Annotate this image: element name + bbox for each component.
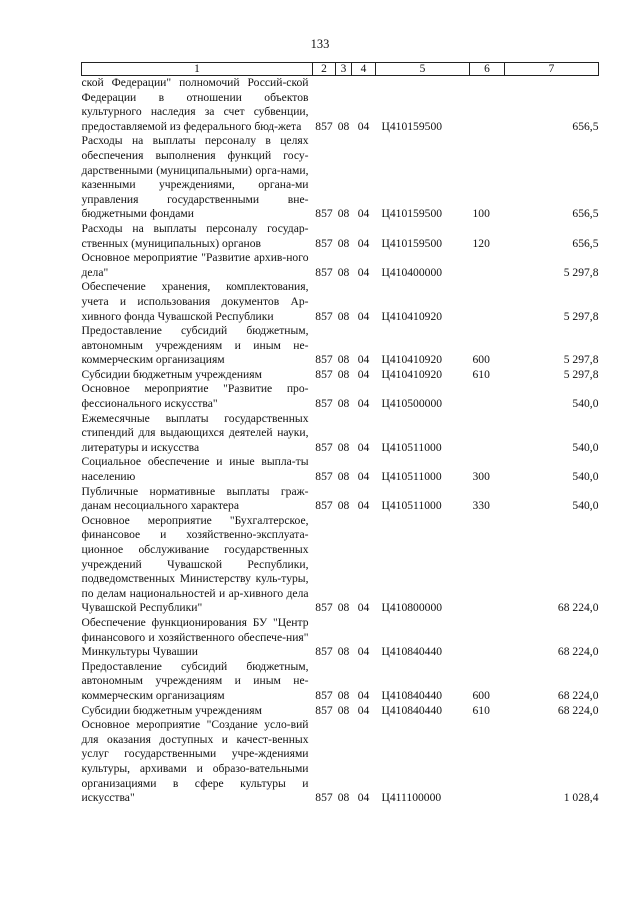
row-name: Социальное обеспечение и иные выпла-ты населению bbox=[81, 455, 309, 484]
header-cell: 2 bbox=[313, 63, 336, 76]
row-ministry-code: 857 bbox=[315, 265, 333, 279]
row-subsection-code: 04 bbox=[357, 397, 370, 411]
row-target-article: Ц410511000 bbox=[381, 499, 442, 513]
row-target-article: Ц410159500 bbox=[381, 207, 443, 221]
row-ministry-code: 857 bbox=[315, 470, 333, 484]
row-ministry-code: 857 bbox=[315, 440, 333, 454]
row-name: Расходы на выплаты персоналу в целях обеспечения выполнения функций госу-дарственными (муниципальными) орга-нами, казенными учреждениями, органа-ми управления государственными вне-бюджетными фондами bbox=[81, 134, 309, 221]
table-row bbox=[82, 718, 599, 806]
row-target-article: Ц410511000 bbox=[381, 440, 442, 454]
row-amount: 1 028,4 bbox=[563, 791, 599, 805]
table-row bbox=[82, 514, 599, 616]
row-target-article: Ц410159500 bbox=[381, 119, 443, 133]
row-expense-type bbox=[470, 718, 505, 806]
row-section-code: 08 bbox=[337, 440, 350, 454]
table-row bbox=[82, 704, 599, 719]
table-row bbox=[82, 616, 599, 660]
row-subsection-code: 04 bbox=[357, 440, 370, 454]
row-ministry-code: 857 bbox=[315, 119, 333, 133]
row-section-code: 08 bbox=[337, 645, 350, 659]
table-row bbox=[82, 134, 599, 222]
row-subsection-code: 04 bbox=[357, 499, 370, 513]
row-subsection-code: 04 bbox=[357, 601, 370, 615]
table-row bbox=[82, 280, 599, 324]
row-section-code: 08 bbox=[337, 119, 350, 133]
row-name: Основное мероприятие "Развитие архив-ного дела" bbox=[81, 251, 309, 279]
row-amount: 656,5 bbox=[572, 236, 599, 250]
row-expense-type: 100 bbox=[472, 207, 490, 221]
row-amount: 68 224,0 bbox=[557, 688, 599, 702]
page-number: 133 bbox=[310, 37, 330, 51]
row-subsection-code: 04 bbox=[357, 688, 370, 702]
header-cell: 4 bbox=[352, 63, 376, 76]
row-amount: 5 297,8 bbox=[563, 353, 599, 367]
row-amount: 5 297,8 bbox=[563, 309, 599, 323]
row-expense-type bbox=[470, 251, 505, 280]
row-target-article: Ц410410920 bbox=[381, 367, 443, 381]
row-section-code: 08 bbox=[337, 353, 350, 367]
row-ministry-code: 857 bbox=[315, 397, 333, 411]
row-amount: 656,5 bbox=[572, 207, 599, 221]
row-subsection-code: 04 bbox=[357, 703, 370, 717]
row-amount: 5 297,8 bbox=[563, 367, 599, 381]
header-cell: 6 bbox=[470, 63, 505, 76]
row-expense-type bbox=[470, 382, 505, 411]
row-target-article: Ц410159500 bbox=[381, 236, 443, 250]
budget-table bbox=[81, 62, 599, 806]
table-row bbox=[82, 222, 599, 251]
row-section-code: 08 bbox=[337, 236, 350, 250]
row-subsection-code: 04 bbox=[357, 791, 370, 805]
row-target-article: Ц410840440 bbox=[381, 703, 443, 717]
table-row bbox=[82, 368, 599, 383]
row-section-code: 08 bbox=[337, 309, 350, 323]
row-expense-type: 120 bbox=[472, 236, 490, 250]
row-expense-type bbox=[470, 280, 505, 324]
row-name: Предоставление субсидий бюджетным, автономным учреждениям и иным не-коммерческим организациям bbox=[81, 324, 309, 367]
row-name: Субсидии бюджетным учреждениям bbox=[81, 367, 262, 381]
row-amount: 656,5 bbox=[572, 119, 599, 133]
row-section-code: 08 bbox=[337, 703, 350, 717]
table-row bbox=[82, 455, 599, 484]
row-amount: 540,0 bbox=[572, 440, 599, 454]
row-expense-type bbox=[470, 412, 505, 456]
header-cell: 5 bbox=[376, 63, 470, 76]
row-section-code: 08 bbox=[337, 265, 350, 279]
row-section-code: 08 bbox=[337, 397, 350, 411]
row-subsection-code: 04 bbox=[357, 470, 370, 484]
row-ministry-code: 857 bbox=[315, 309, 333, 323]
row-name: Ежемесячные выплаты государственных стипендий для выдающихся деятелей науки, литературы и искусства bbox=[81, 411, 309, 454]
row-section-code: 08 bbox=[337, 470, 350, 484]
table-row bbox=[82, 412, 599, 456]
row-amount: 68 224,0 bbox=[557, 703, 599, 717]
row-amount: 68 224,0 bbox=[557, 601, 599, 615]
row-ministry-code: 857 bbox=[315, 207, 333, 221]
row-subsection-code: 04 bbox=[357, 353, 370, 367]
row-subsection-code: 04 bbox=[357, 645, 370, 659]
table-row bbox=[82, 485, 599, 514]
row-section-code: 08 bbox=[337, 499, 350, 513]
row-name: Обеспечение хранения, комплектования, учета и использования документов Ар-хивного фонда Чувашской Республики bbox=[81, 280, 309, 323]
row-subsection-code: 04 bbox=[357, 119, 370, 133]
table-row bbox=[82, 382, 599, 411]
row-ministry-code: 857 bbox=[315, 353, 333, 367]
row-subsection-code: 04 bbox=[357, 265, 370, 279]
row-subsection-code: 04 bbox=[357, 367, 370, 381]
table-header-row bbox=[82, 63, 599, 76]
row-target-article: Ц410840440 bbox=[381, 688, 443, 702]
row-name: Основное мероприятие "Развитие про-фессионального искусства" bbox=[81, 382, 309, 411]
row-expense-type bbox=[470, 616, 505, 660]
row-subsection-code: 04 bbox=[357, 236, 370, 250]
row-name: Публичные нормативные выплаты граж-данам несоциального характера bbox=[81, 484, 309, 513]
row-target-article: Ц410840440 bbox=[381, 645, 443, 659]
row-ministry-code: 857 bbox=[315, 645, 333, 659]
row-ministry-code: 857 bbox=[315, 601, 333, 615]
row-ministry-code: 857 bbox=[315, 688, 333, 702]
row-name: Расходы на выплаты персоналу государ-ственных (муниципальных) органов bbox=[81, 221, 309, 250]
row-section-code: 08 bbox=[337, 791, 350, 805]
table-row bbox=[82, 76, 599, 135]
row-ministry-code: 857 bbox=[315, 236, 333, 250]
header-cell: 7 bbox=[505, 63, 599, 76]
row-name: ской Федерации" полномочий Россий-ской Федерации в отношении объектов культурного наследия за счет субвенции, предоставляемой из федерального бюд-жета bbox=[81, 76, 309, 133]
row-target-article: Ц410500000 bbox=[381, 397, 443, 411]
row-ministry-code: 857 bbox=[315, 791, 333, 805]
row-expense-type: 600 bbox=[472, 688, 490, 702]
table-row bbox=[82, 660, 599, 704]
row-section-code: 08 bbox=[337, 601, 350, 615]
table-row bbox=[82, 251, 599, 280]
header-cell: 3 bbox=[336, 63, 352, 76]
row-target-article: Ц410410920 bbox=[381, 309, 443, 323]
row-subsection-code: 04 bbox=[357, 207, 370, 221]
row-name: Субсидии бюджетным учреждениям bbox=[81, 703, 262, 717]
table-row bbox=[82, 324, 599, 368]
header-cell: 1 bbox=[82, 63, 313, 76]
row-section-code: 08 bbox=[337, 207, 350, 221]
row-amount: 540,0 bbox=[572, 397, 599, 411]
row-amount: 540,0 bbox=[572, 470, 599, 484]
row-name: Обеспечение функционирования БУ "Центр финансового и хозяйственного обеспече-ния" Минкультуры Чувашии bbox=[81, 615, 309, 659]
row-name: Основное мероприятие "Бухгалтерское, финансовое и хозяйственно-эксплуата-ционное обслуживание государственных учреждений Чувашской Республики, подведомственных Министерству куль-туры, по делам национальностей и ар-хивного дела Чувашской Республики" bbox=[81, 513, 309, 615]
row-ministry-code: 857 bbox=[315, 367, 333, 381]
row-ministry-code: 857 bbox=[315, 703, 333, 717]
row-amount: 5 297,8 bbox=[563, 265, 599, 279]
row-target-article: Ц410410920 bbox=[381, 353, 443, 367]
row-target-article: Ц410511000 bbox=[381, 470, 442, 484]
row-expense-type: 610 bbox=[472, 367, 490, 381]
row-expense-type bbox=[470, 76, 505, 135]
row-ministry-code: 857 bbox=[315, 499, 333, 513]
row-subsection-code: 04 bbox=[357, 309, 370, 323]
row-expense-type bbox=[470, 514, 505, 616]
row-amount: 68 224,0 bbox=[557, 645, 599, 659]
row-section-code: 08 bbox=[337, 688, 350, 702]
row-section-code: 08 bbox=[337, 367, 350, 381]
row-name: Предоставление субсидий бюджетным, автономным учреждениям и иным не-коммерческим организациям bbox=[81, 659, 309, 702]
row-target-article: Ц411100000 bbox=[381, 791, 442, 805]
row-target-article: Ц410800000 bbox=[381, 601, 443, 615]
row-target-article: Ц410400000 bbox=[381, 265, 443, 279]
row-expense-type: 610 bbox=[472, 703, 490, 717]
row-expense-type: 300 bbox=[472, 470, 490, 484]
row-expense-type: 600 bbox=[472, 353, 490, 367]
row-amount: 540,0 bbox=[572, 499, 599, 513]
row-expense-type: 330 bbox=[472, 499, 490, 513]
row-name: Основное мероприятие "Создание усло-вий для оказания доступных и качест-венных услуг государственными учре-ждениями культуры, архивами и образо-вательными организациями в сфере культуры и искусства" bbox=[81, 718, 309, 805]
